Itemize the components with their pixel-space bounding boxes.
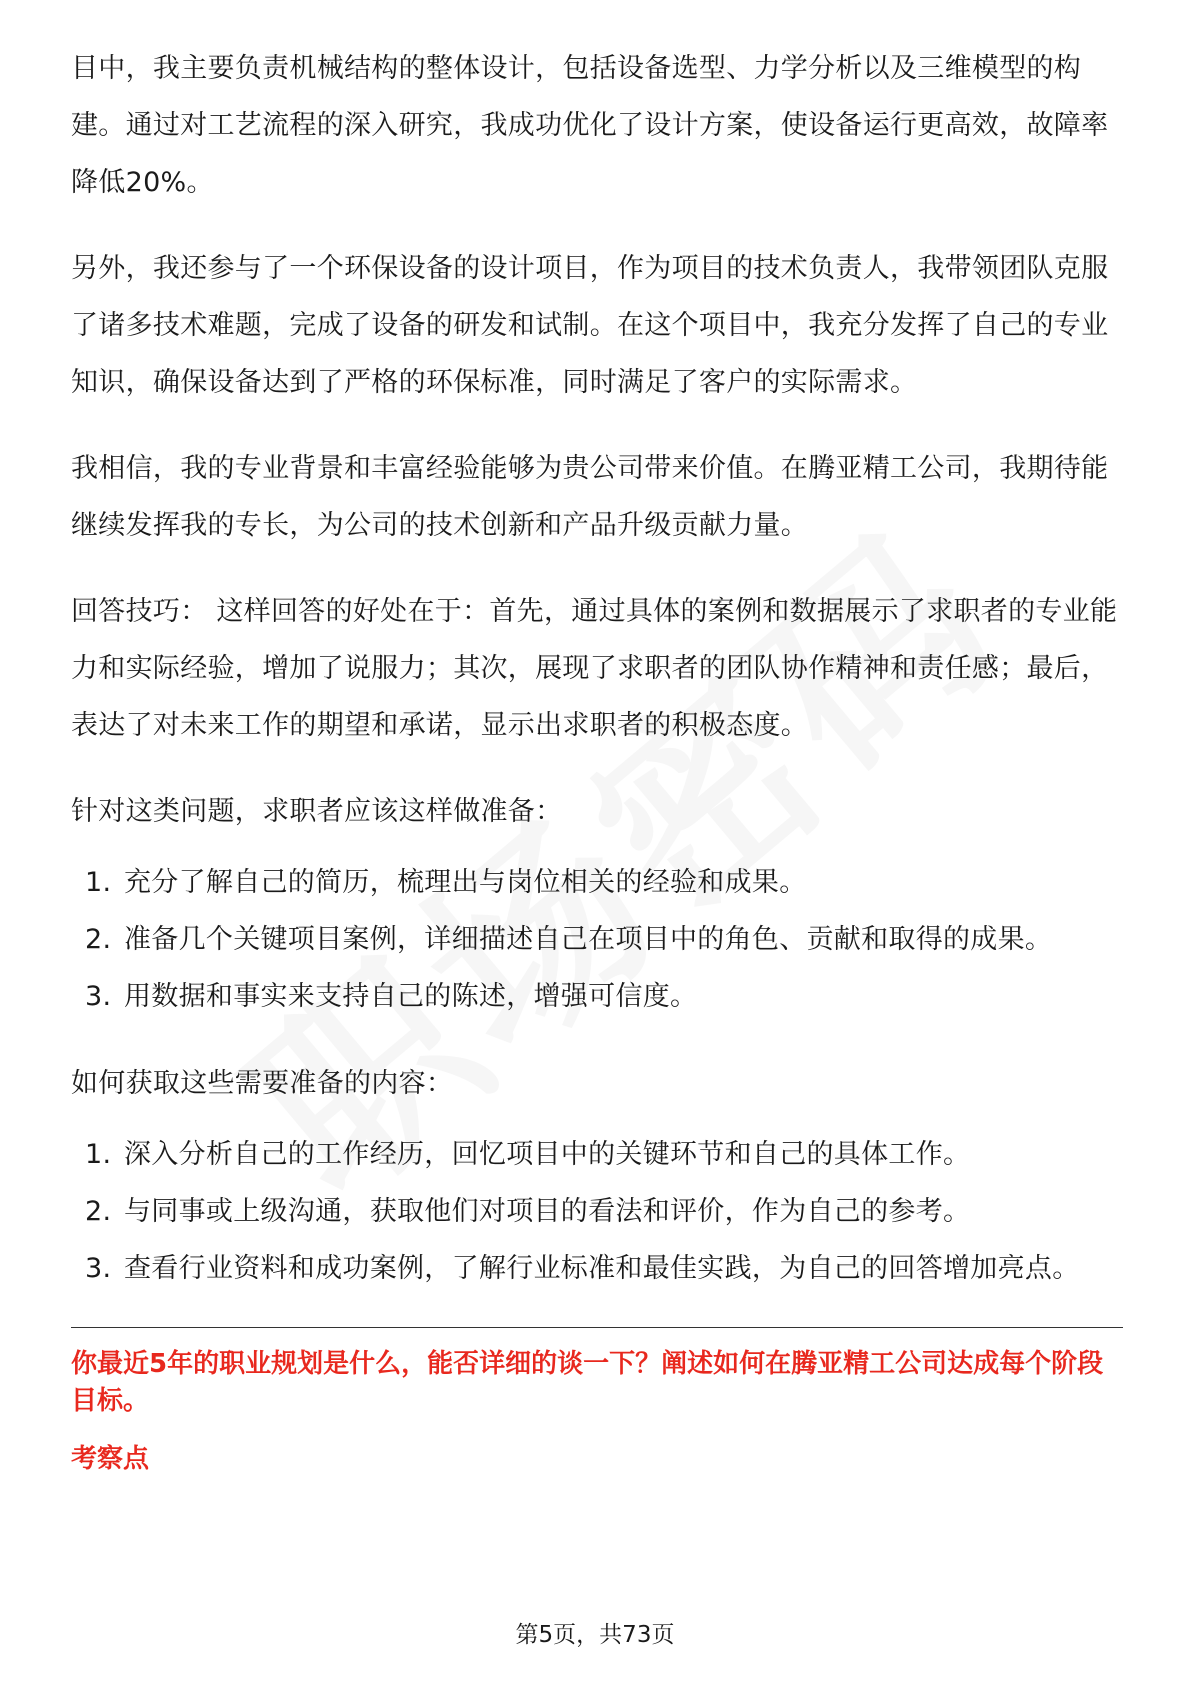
list-item (71, 1240, 1123, 1297)
prep-intro: 针对这类问题，求职者应该这样做准备： (71, 796, 563, 827)
list-number: 2. (85, 924, 112, 955)
list-item-text: 充分了解自己的简历，梳理出与岗位相关的经验和成果。 (124, 867, 807, 898)
paragraph-environmental-project: 另外，我还参与了一个环保设备的设计项目，作为项目的技术负责人，我带领团队克服了诸多技术难题，完成了设备的研发和试制。在这个项目中，我充分发挥了自己的专业知识，确保设备达到了严格的环保标准，同时满足了客户的实际需求。 (71, 253, 1109, 398)
page-content (71, 40, 1123, 1478)
paragraph-answer-tips: 回答技巧： 这样回答的好处在于：首先，通过具体的案例和数据展示了求职者的专业能力和实际经验，增加了说服力；其次，展现了求职者的团队协作精神和责任感；最后，表达了对未来工作的期望和承诺，显示出求职者的积极态度。 (71, 596, 1118, 741)
list-number: 2. (85, 1196, 112, 1227)
list-item (71, 911, 1123, 968)
page-number-footer: 第5页，共73页 (515, 1622, 675, 1648)
prep-list (71, 854, 1123, 1025)
list-item (71, 968, 1123, 1025)
assessment-points-heading: 考察点 (71, 1444, 150, 1474)
acquire-intro: 如何获取这些需要准备的内容： (71, 1068, 454, 1099)
interview-question: 你最近5年的职业规划是什么，能否详细的谈一下？阐述如何在腾亚精工公司达成每个阶段目标。 (71, 1349, 1104, 1416)
list-number: 3. (85, 1253, 112, 1284)
paragraph-value-statement: 我相信，我的专业背景和丰富经验能够为贵公司带来价值。在腾亚精工公司，我期待能继续发挥我的专长，为公司的技术创新和产品升级贡献力量。 (71, 453, 1109, 541)
list-number: 1. (85, 1139, 112, 1170)
list-item (71, 854, 1123, 911)
list-item-text: 与同事或上级沟通，获取他们对项目的看法和评价，作为自己的参考。 (124, 1196, 971, 1227)
list-item-text: 查看行业资料和成功案例，了解行业标准和最佳实践，为自己的回答增加亮点。 (124, 1253, 1080, 1284)
list-item (71, 1126, 1123, 1183)
list-number: 3. (85, 981, 112, 1012)
section-divider (71, 1327, 1123, 1328)
list-item-text: 深入分析自己的工作经历，回忆项目中的关键环节和自己的具体工作。 (124, 1139, 971, 1170)
acquire-list (71, 1126, 1123, 1297)
paragraph-project-experience: 目中，我主要负责机械结构的整体设计，包括设备选型、力学分析以及三维模型的构建。通过对工艺流程的深入研究，我成功优化了设计方案，使设备运行更高效，故障率降低20%。 (71, 53, 1109, 198)
list-item (71, 1183, 1123, 1240)
list-number: 1. (85, 867, 112, 898)
list-item-text: 准备几个关键项目案例，详细描述自己在项目中的角色、贡献和取得的成果。 (124, 924, 1053, 955)
list-item-text: 用数据和事实来支持自己的陈述，增强可信度。 (124, 981, 698, 1012)
